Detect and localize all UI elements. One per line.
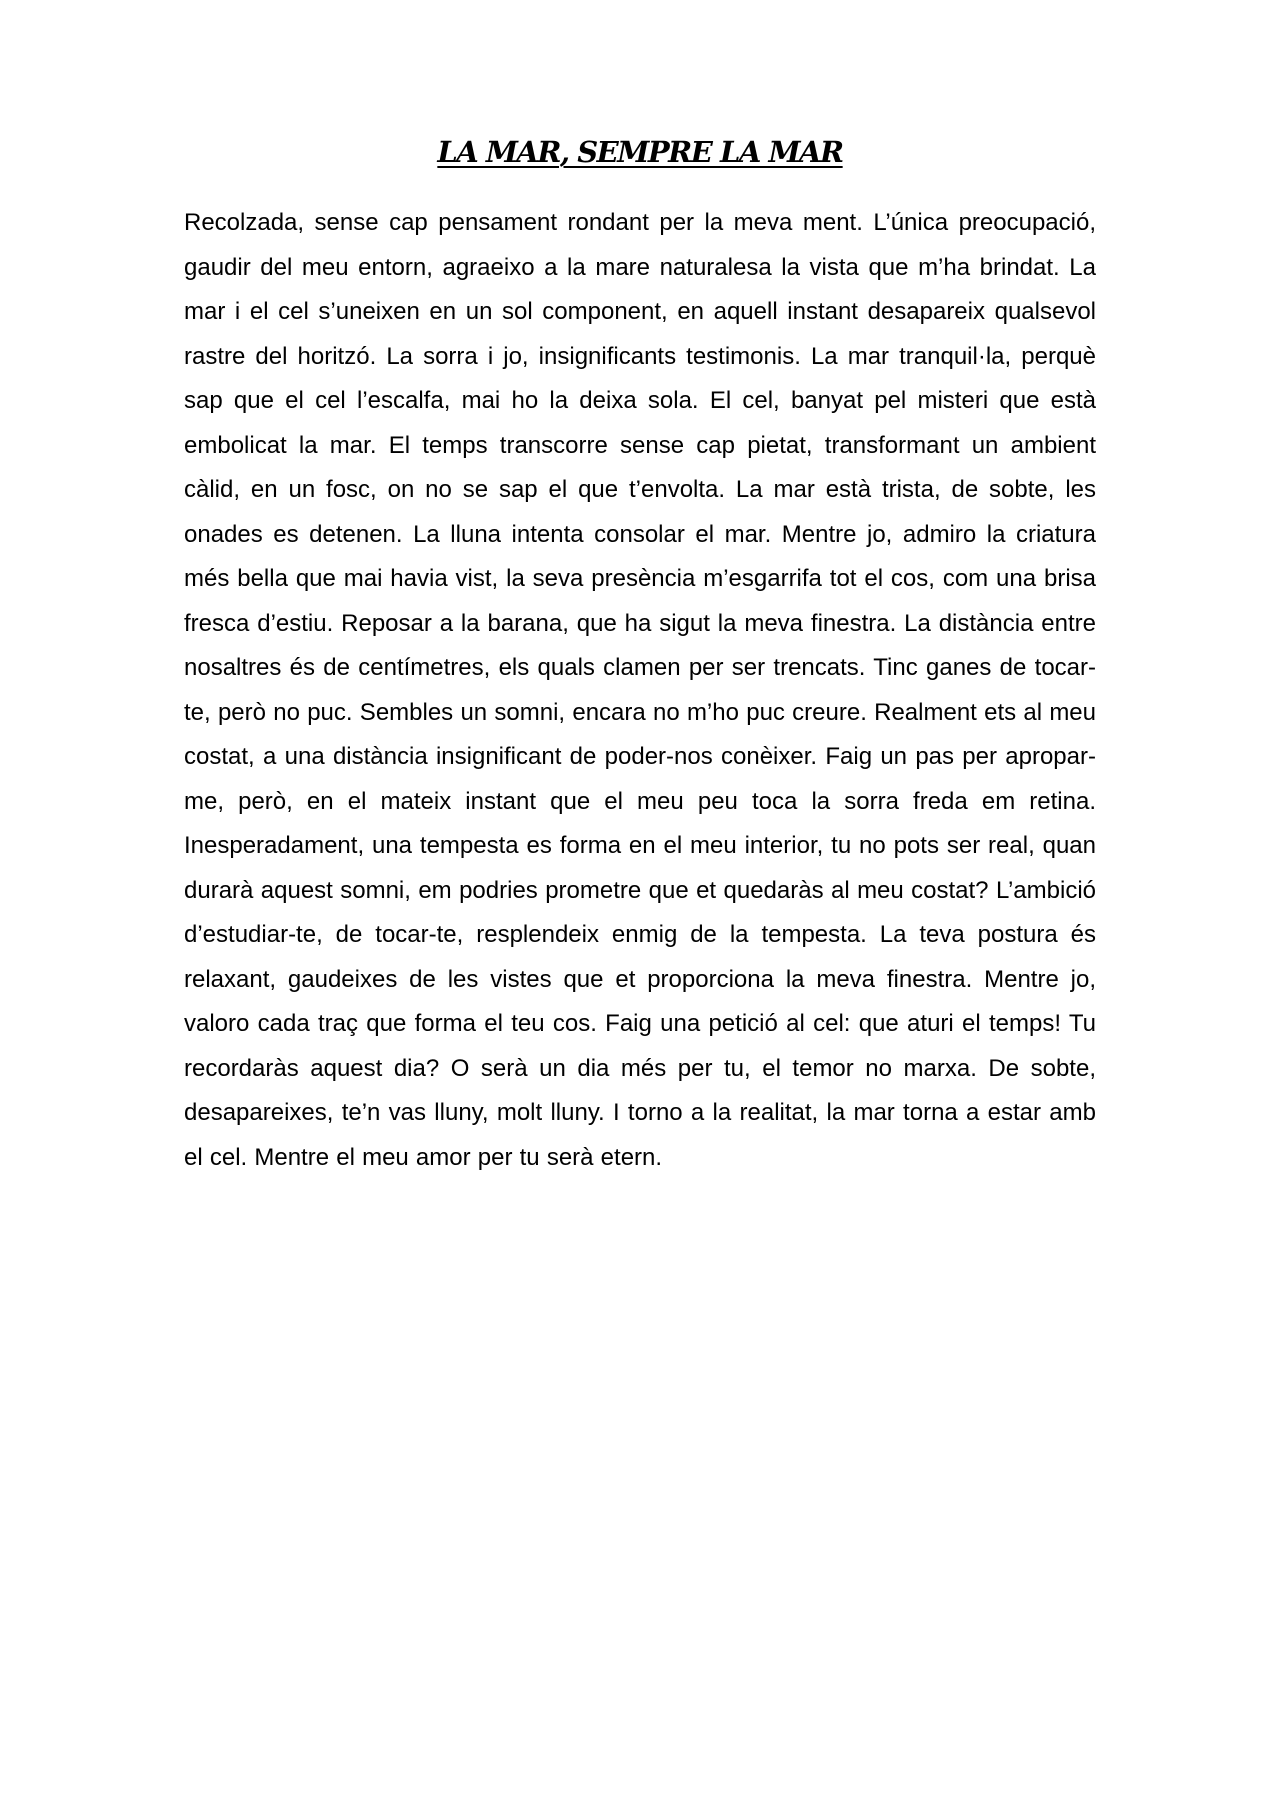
document-title: LA MAR, SEMPRE LA MAR [437,135,843,169]
document-body-paragraph: Recolzada, sense cap pensament rondant per la meva ment. L’única preocupació, gaudir del meu entorn, agraeixo a la mare naturalesa la vista que m’ha brindat. La mar i el cel s’uneixen en un sol component, en aquell instant desapareix qualsevol rastre del horitzó. La sorra i jo, insignificants testimonis. La mar tranquil·la, perquè sap que el cel l’escalfa, mai ho la deixa sola. El cel, banyat pel misteri que està embolicat la mar. El temps transcorre sense cap pietat, transformant un ambient càlid, en un fosc, on no se sap el que t’envolta. La mar està trista, de sobte, les onades es detenen. La lluna intenta consolar el mar. Mentre jo, admiro la criatura més bella que mai havia vist, la seva presència m’esgarrifa tot el cos, com una brisa fresca d’estiu. Reposar a la barana, que ha sigut la meva finestra. La distància entre nosaltres és de centímetres, els quals clamen per ser trencats. Tinc ganes de tocar-te, però no puc. Sembles un somni, encara no m’ho puc creure. Realment ets al meu costat, a una distància insignificant de poder-nos conèixer. Faig un pas per apropar-me, però, en el mateix instant que el meu peu toca la sorra freda em retina. Inesperadament, una tempesta es forma en el meu interior, tu no pots ser real, quan durarà aquest somni, em podries prometre que et quedaràs al meu costat? L’ambició d’estudiar-te, de tocar-te, resplendeix enmig de la tempesta. La teva postura és relaxant, gaudeixes de les vistes que et proporciona la meva finestra. Mentre jo, valoro cada traç que forma el teu cos. Faig una petició al cel: que aturi el temps! Tu recordaràs aquest dia? O serà un dia més per tu, el temor no marxa. De sobte, desapareixes, te’n vas lluny, molt lluny. I torno a la realitat, la mar torna a estar amb el cel. Mentre el meu amor per tu serà etern. [184,209,1096,1171]
